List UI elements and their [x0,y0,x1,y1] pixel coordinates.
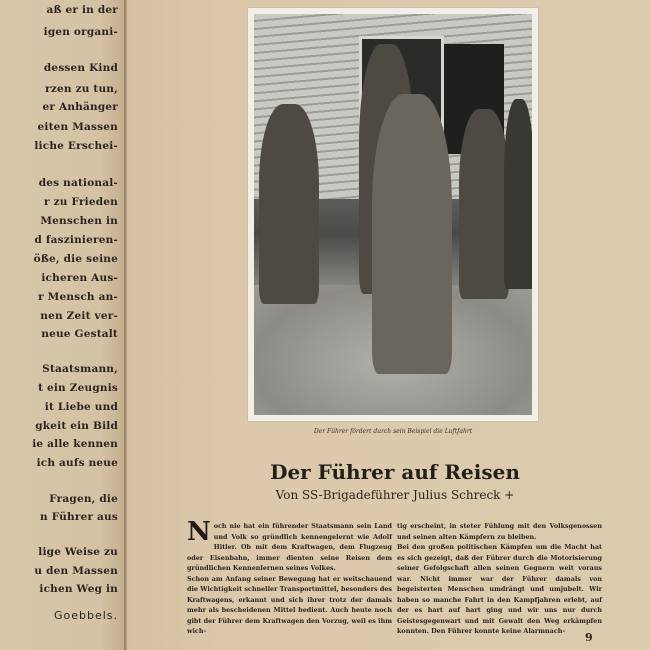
text-line: gkeit ein Bild [35,420,118,432]
left-page [0,0,126,650]
text-line: it Liebe und [44,401,118,413]
photo-caption: Der Führer fördert durch sein Beispiel die Luftfahrt [313,428,473,435]
text-line: neue Gestalt [41,328,118,340]
text-line: u den Massen [34,565,118,577]
text-line: r zu Frieden [44,196,118,208]
figure-center [372,94,452,374]
drop-cap: N [187,517,211,547]
text-line: d faszinieren- [34,234,118,246]
page-number: 9 [585,631,593,644]
text-line: igen organi- [43,26,118,38]
text-line: aß er in der [46,4,118,16]
text-line: Fragen, die [49,493,118,505]
text-line: Menschen in [40,215,118,227]
text-line: liche Erschei- [34,140,118,152]
text-line: eiten Massen [37,121,118,133]
text-line: icheren Aus- [41,272,118,284]
historical-photograph [254,14,532,415]
text-line: dessen Kind [43,62,118,74]
text-line: n Führer aus [40,511,118,523]
photo-mount [248,8,538,421]
paragraph: Bei den großen politischen Kämpfen um die Macht hat es sich gezeigt, daß der Führer durch die Motorisierung seiner Gefolgschaft allen seinen Gegnern weit voraus war. Nicht immer war der Führer damals von begeisterten Menschen umdrängt und umjubelt. Wir haben so manche Fahrt in den Kampfjahren erlebt, auf der es hart auf hart ging und wir uns nur durch Geistesgegenwart und mit Gewalt den Weg erkämpfen konnten. Den Führer konnte keine Alarmnach- [397,543,602,635]
text-line: des national- [38,177,118,189]
text-line: ie alle kennen [32,438,118,450]
text-line: ich aufs neue [36,457,118,469]
text-line: er Anhänger [42,101,118,113]
figure-left [259,104,319,304]
paragraph: Schon am Anfang seiner Bewegung hat er weitschauend die Wichtigkeit schneller Transportmittel, besonders des Kraftwagens, erkannt und sich ihrer trotz der damals mehr als bescheidenen Mittel bedient. Auch heute noch gibt der Führer dem Kraftwagen den Vorzug, weil es ihm wich- [187,574,392,635]
article-byline: Von SS-Brigadeführer Julius Schreck + [275,488,515,502]
text-column-left [187,517,392,637]
text-line: r Mensch an- [38,291,118,303]
paragraph: Noch nie hat ein führender Staatsmann sein Land und Volk so gründlich kennengelernt wie Adolf Hitler. Ob mit dem Kraftwagen, dem Flugzeug oder Eisenbahn, immer dienten seine Reisen dem gründlichen Kennenlernen seines Volkes. [187,517,392,572]
article-headline: Der Führer auf Reisen [270,460,520,484]
figure-right [459,109,509,299]
text-line: ichen Weg in [39,583,118,595]
text-line: rzen zu tun, [45,83,118,95]
text-line: Staatsmann, [42,363,118,375]
paragraph: tig erscheint, in steter Fühlung mit den Volksgenossen und seinen alten Kämpfern zu bleiben. [397,522,602,541]
text-column-right [397,521,602,637]
text-line: lige Weise zu [38,546,118,558]
text-line: t ein Zeugnis [38,382,118,394]
figure-far-right [504,99,532,289]
text-line: öße, die seine [33,253,118,265]
text-line: nen Zeit ver- [40,310,118,322]
author-signature: Goebbels. [53,609,118,622]
